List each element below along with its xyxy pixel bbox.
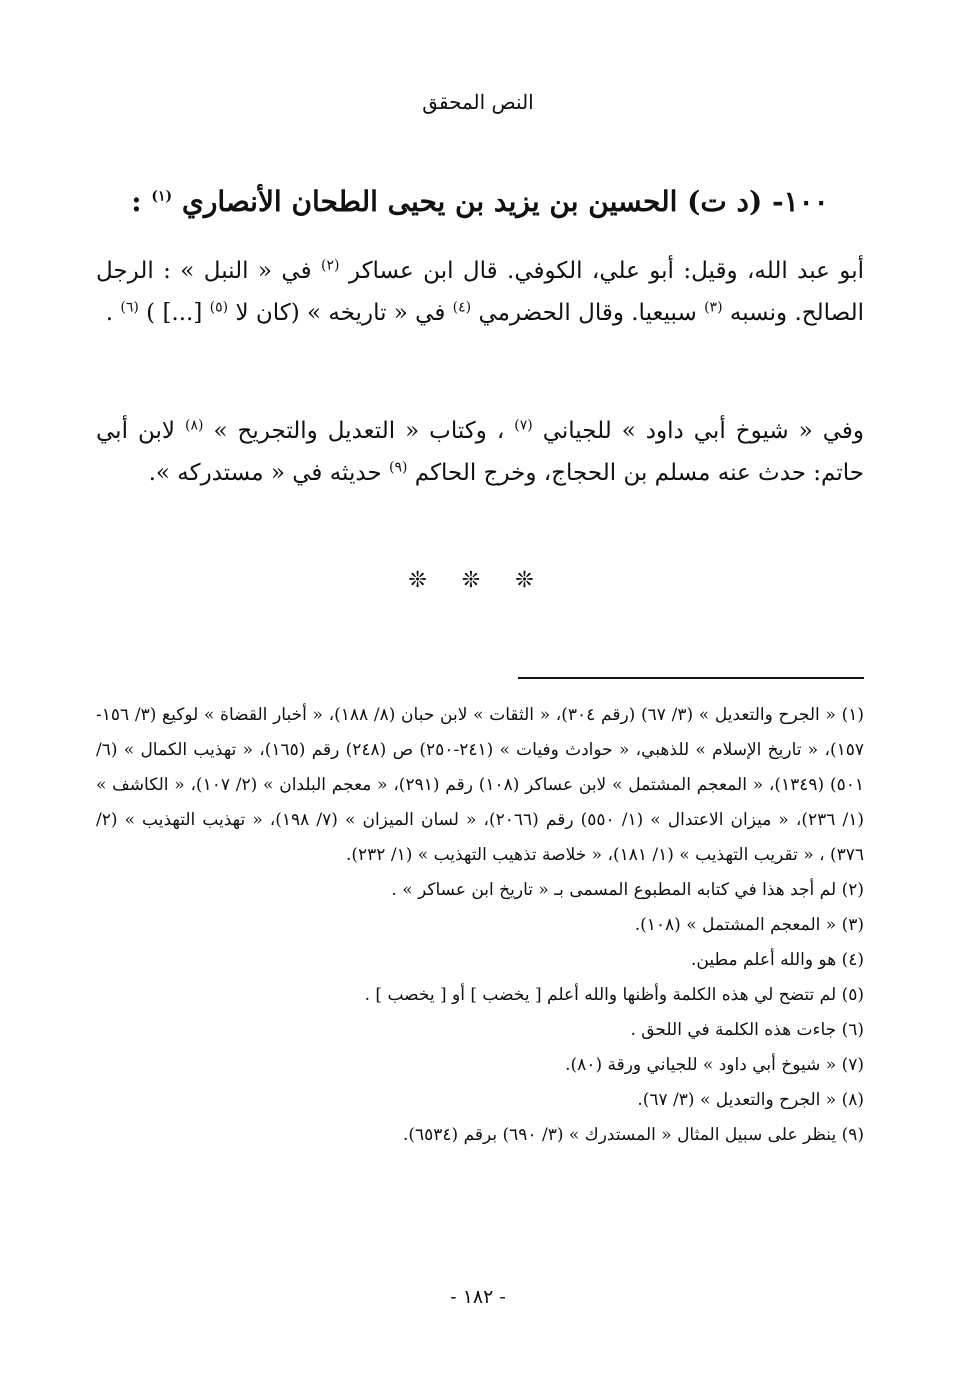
- para1-segment-4: في « تاريخه » (كان لا: [235, 300, 453, 326]
- para1-segment-5: [...] ): [146, 300, 210, 326]
- footnote-1: (١) « الجرح والتعديل » (٣/ ٦٧) (رقم ٣٠٤)، « الثقات » لابن حبان (٨/ ١٨٨)، « أخبار القضاة » لوكيع (٣/ ١٥٦- ١٥٧)، « تاريخ الإسلام » للذهبي، « حوادث وفيات » (٢٤١-٢٥٠) ص (٢٤٨) رقم (١٦٥)، « تهذيب الكمال » (٦/ ٥٠١) (١٣٤٩)، « المعجم المشتمل » لابن عساكر (١٠٨) رقم (٢٩١)، « معجم البلدان » (٢/ ١٠٧)، « الكاشف » (١/ ٢٣٦)، « ميزان الاعتدال » (١/ ٥٥٠) رقم (٢٠٦٦)، « لسان الميزان » (٧/ ١٩٨)، « تهذيب التهذيب » (٢/ ٣٧٦) ، « تقريب التهذيب » (١/ ١٨١)، « خلاصة تذهيب التهذيب » (١/ ٢٣٢).: [96, 705, 865, 865]
- footnote-ref-6[interactable]: (٦): [120, 299, 139, 316]
- para1-segment-1: أبو عبد الله، وقيل: أبو علي، الكوفي. قال ابن عساكر: [348, 258, 864, 284]
- footnote-ref-8[interactable]: (٨): [185, 417, 204, 434]
- para2-segment-4: حديثه في « مستدركه ».: [148, 460, 389, 486]
- footnote-ref-9[interactable]: (٩): [389, 459, 408, 476]
- footnote-ref-2[interactable]: (٢): [320, 257, 340, 274]
- footnote-2: (٢) لم أجد هذا في كتابه المطبوع المسمى بـ « تاريخ ابن عساكر » .: [391, 880, 864, 900]
- footnote-9: (٩) ينظر على سبيل المثال « المستدرك » (٣/ ٦٩٠) برقم (٦٥٣٤).: [402, 1125, 864, 1145]
- entry-title: [96, 182, 864, 222]
- sources-paragraph: [96, 410, 864, 494]
- entry-title-end: :: [131, 185, 152, 218]
- footnote-ref-4[interactable]: (٤): [452, 299, 472, 316]
- footnote-ref-1[interactable]: (١): [151, 188, 173, 205]
- footnote-ref-5[interactable]: (٥): [209, 299, 229, 316]
- footnote-3: (٣) « المعجم المشتمل » (١٠٨).: [634, 915, 864, 935]
- footnote-divider: [518, 677, 864, 679]
- section-separator: ❊ ❊ ❊: [408, 568, 548, 593]
- footnote-6: (٦) جاءت هذه الكلمة في اللحق .: [630, 1020, 864, 1040]
- footnote-4: (٤) هو والله أعلم مطين.: [691, 950, 864, 970]
- entry-title-text: ١٠٠- (د ت) الحسين بن يزيد بن يحيى الطحان الأنصاري: [181, 185, 829, 218]
- footnote-7: (٧) « شيوخ أبي داود » للجياني ورقة (٨٠).: [565, 1055, 864, 1075]
- biography-paragraph: [96, 250, 864, 334]
- para2-segment-2: ، وكتاب « التعديل والتجريح »: [213, 418, 515, 444]
- footnotes-list: [96, 698, 864, 1153]
- footnote-8: (٨) « الجرح والتعديل » (٣/ ٦٧).: [637, 1090, 864, 1110]
- para1-segment-3: سبيعيا. وقال الحضرمي: [478, 300, 705, 326]
- running-head: النص المحقق: [422, 90, 534, 114]
- footnote-ref-3[interactable]: (٣): [704, 299, 723, 316]
- para2-segment-1: وفي « شيوخ أبي داود » للجياني: [542, 418, 864, 444]
- footnote-5: (٥) لم تتضح لي هذه الكلمة وأظنها والله أعلم [ يخضب ] أو [ يخصب ] .: [364, 985, 864, 1005]
- footnote-ref-7[interactable]: (٧): [514, 417, 533, 434]
- para2-segment-3: لابن أبي حاتم: حدث عنه مسلم بن الحجاج، وخرج الحاكم: [96, 418, 864, 486]
- para1-segment-6: .: [105, 300, 121, 326]
- page-number: - ١٨٢ -: [450, 1286, 506, 1308]
- para1-segment-2: في « النبل » : الرجل الصالح. ونسبه: [96, 258, 864, 326]
